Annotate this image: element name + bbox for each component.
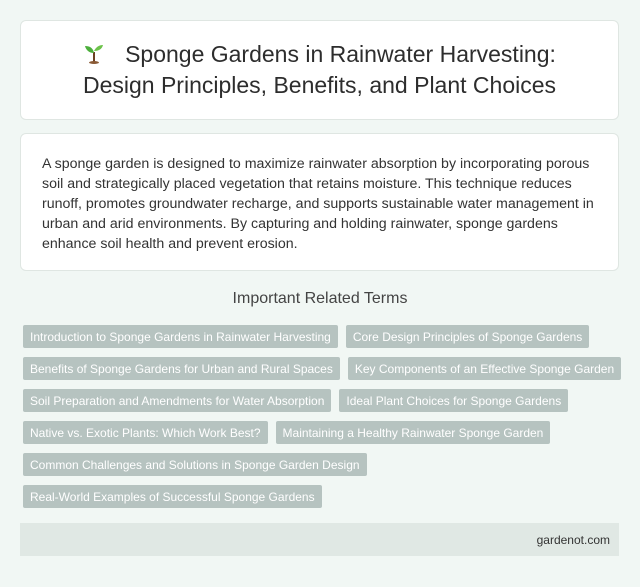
- footer: [20, 523, 619, 556]
- related-term-tag[interactable]: Maintaining a Healthy Rainwater Sponge Garden: [276, 421, 551, 444]
- related-term-tag[interactable]: Soil Preparation and Amendments for Water Absorption: [23, 389, 331, 412]
- title-card: [20, 20, 619, 120]
- related-term-tag[interactable]: Real-World Examples of Successful Sponge Gardens: [23, 485, 322, 508]
- related-term-tag[interactable]: Native vs. Exotic Plants: Which Work Best?: [23, 421, 268, 444]
- intro-paragraph: A sponge garden is designed to maximize rainwater absorption by incorporating porous soil and strategically placed vegetation that retains moisture. This technique reduces runoff, promotes groundwater recharge, and supports sustainable water management in urban and arid environments. By capturing and holding rainwater, sponge gardens enhance soil health and prevent erosion.: [42, 156, 594, 252]
- related-term-tag[interactable]: Ideal Plant Choices for Sponge Gardens: [339, 389, 568, 412]
- title-text: Sponge Gardens in Rainwater Harvesting: Design Principles, Benefits, and Plant Choices: [82, 41, 557, 98]
- related-term-tag[interactable]: Benefits of Sponge Gardens for Urban and Rural Spaces: [23, 357, 340, 380]
- sprout-icon: [83, 41, 105, 63]
- site-name[interactable]: gardenot.com: [536, 532, 610, 547]
- related-terms-list: [23, 325, 623, 508]
- page-title: [50, 39, 590, 101]
- related-term-tag[interactable]: Common Challenges and Solutions in Sponge Garden Design: [23, 453, 367, 476]
- related-terms-heading: Important Related Terms: [232, 290, 408, 307]
- related-term-tag[interactable]: Key Components of an Effective Sponge Garden: [348, 357, 621, 380]
- intro-card: [20, 133, 619, 271]
- related-term-tag[interactable]: Core Design Principles of Sponge Gardens: [346, 325, 589, 348]
- related-term-tag[interactable]: Introduction to Sponge Gardens in Rainwater Harvesting: [23, 325, 338, 348]
